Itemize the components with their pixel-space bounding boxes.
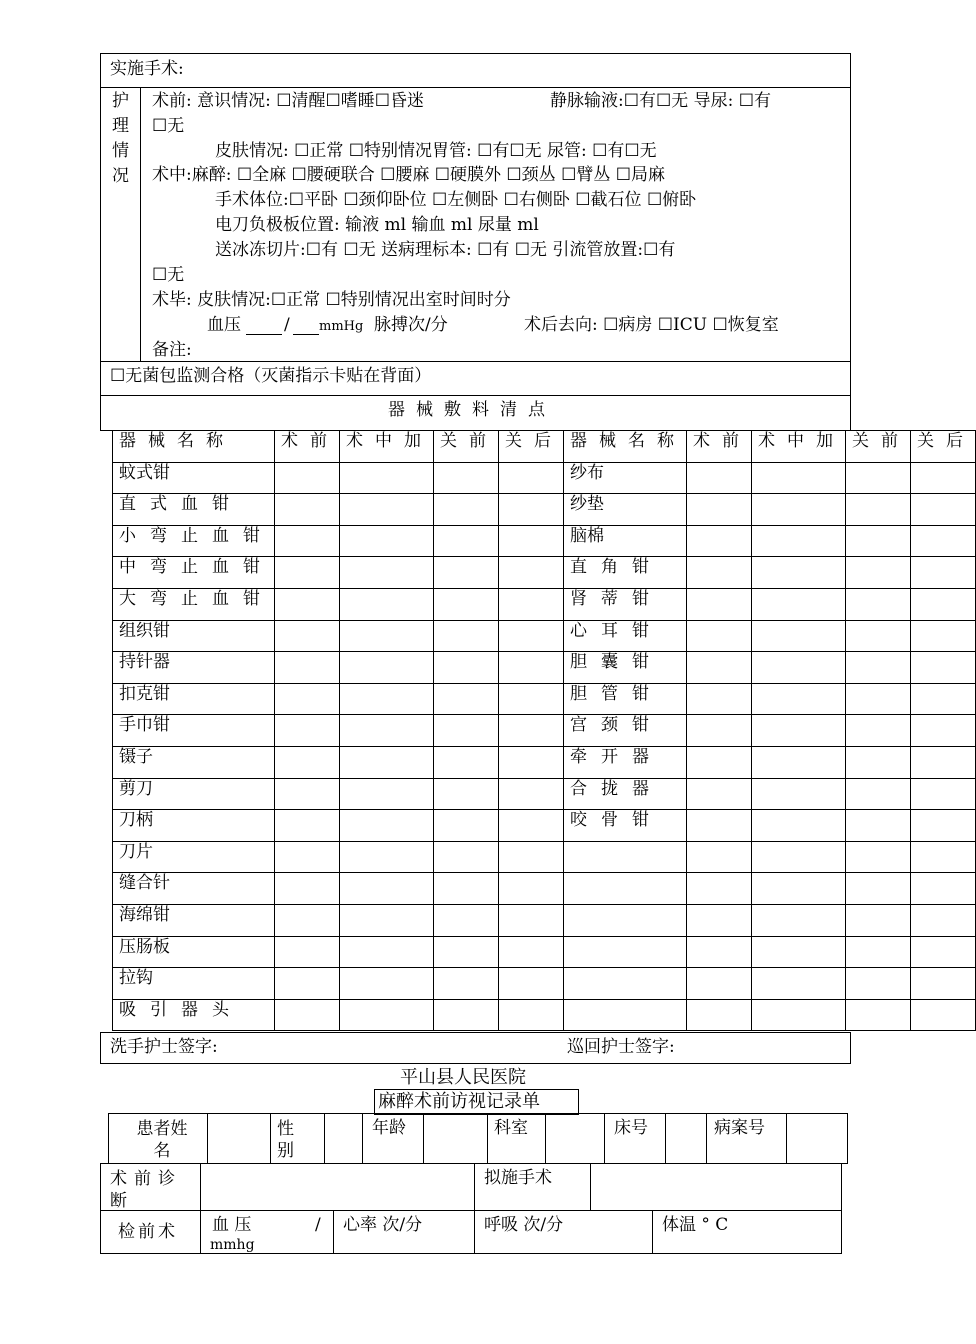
instrument-name-right: 直角钳 bbox=[564, 557, 687, 589]
count-cell bbox=[434, 810, 499, 842]
pre-op-catheter-wrap: ☐无 bbox=[152, 116, 185, 136]
count-cell bbox=[752, 778, 846, 810]
count-cell bbox=[846, 904, 911, 936]
count-cell bbox=[340, 873, 434, 905]
instrument-name-right: 胆囊钳 bbox=[564, 652, 687, 684]
instrument-name-left: 拉钩 bbox=[113, 968, 275, 1000]
count-cell bbox=[911, 936, 976, 968]
count-cell bbox=[911, 873, 976, 905]
instrument-row bbox=[113, 620, 976, 652]
count-cell bbox=[846, 683, 911, 715]
count-cell bbox=[340, 715, 434, 747]
instrument-row bbox=[113, 462, 976, 494]
form2-title: 麻醉术前访视记录单 bbox=[378, 1091, 540, 1112]
post-op-bp-sep: / bbox=[284, 315, 290, 335]
exam-col-divider bbox=[333, 1210, 334, 1254]
instrument-row bbox=[113, 968, 976, 1000]
count-cell bbox=[911, 715, 976, 747]
instrument-name-right bbox=[564, 841, 687, 873]
header-cell: 关前 bbox=[434, 431, 499, 463]
count-cell bbox=[434, 557, 499, 589]
planned-surgery-label: 拟施手术 bbox=[484, 1168, 552, 1188]
count-cell bbox=[752, 588, 846, 620]
count-cell bbox=[687, 904, 752, 936]
count-cell bbox=[340, 936, 434, 968]
count-cell bbox=[499, 525, 564, 557]
diagnosis-col-divider bbox=[590, 1163, 591, 1211]
count-cell bbox=[499, 841, 564, 873]
count-cell bbox=[846, 841, 911, 873]
instrument-row bbox=[113, 873, 976, 905]
instrument-name-left: 手巾钳 bbox=[113, 715, 275, 747]
count-cell bbox=[275, 904, 340, 936]
instrument-name-right bbox=[564, 936, 687, 968]
post-op-remarks: 备注: bbox=[152, 340, 192, 360]
count-cell bbox=[340, 778, 434, 810]
instrument-row bbox=[113, 715, 976, 747]
count-cell bbox=[911, 620, 976, 652]
surgery-row bbox=[100, 53, 851, 88]
count-cell bbox=[687, 841, 752, 873]
patient-gender-label: 性别 bbox=[277, 1119, 294, 1161]
exam-respiration: 呼吸 次/分 bbox=[484, 1215, 564, 1235]
count-cell bbox=[434, 494, 499, 526]
instrument-row bbox=[113, 588, 976, 620]
count-cell bbox=[499, 873, 564, 905]
intra-op-electrode: 电刀负极板位置: 输液 ml 输血 ml 尿量 ml bbox=[215, 215, 539, 235]
count-cell bbox=[499, 557, 564, 589]
count-cell bbox=[499, 715, 564, 747]
count-cell bbox=[275, 841, 340, 873]
count-cell bbox=[911, 462, 976, 494]
post-op-skin: 术毕: 皮肤情况:☐正常 ☐特别情况出室时间时分 bbox=[152, 290, 511, 310]
count-cell bbox=[434, 715, 499, 747]
count-cell bbox=[340, 810, 434, 842]
count-cell bbox=[846, 873, 911, 905]
header-cell: 术中加 bbox=[752, 431, 846, 463]
count-cell bbox=[340, 683, 434, 715]
count-cell bbox=[911, 999, 976, 1031]
exam-bp-sep: / bbox=[315, 1215, 321, 1235]
count-cell bbox=[434, 620, 499, 652]
instrument-name-left: 扣克钳 bbox=[113, 683, 275, 715]
header-cell: 关前 bbox=[846, 431, 911, 463]
count-cell bbox=[687, 462, 752, 494]
count-cell bbox=[911, 588, 976, 620]
count-cell bbox=[499, 494, 564, 526]
count-cell bbox=[846, 494, 911, 526]
post-op-bp-blank-2 bbox=[293, 334, 319, 335]
instrument-header-row bbox=[113, 431, 976, 463]
exam-heart-rate: 心率 次/分 bbox=[343, 1215, 423, 1235]
count-cell bbox=[499, 462, 564, 494]
count-cell bbox=[275, 873, 340, 905]
post-op-destination: 术后去向: ☐病房 ☐ICU ☐恢复室 bbox=[524, 315, 779, 335]
count-cell bbox=[752, 746, 846, 778]
count-cell bbox=[687, 810, 752, 842]
count-cell bbox=[687, 968, 752, 1000]
exam-col-divider bbox=[652, 1210, 653, 1254]
count-cell bbox=[752, 841, 846, 873]
count-cell bbox=[752, 810, 846, 842]
instrument-name-left: 持针器 bbox=[113, 652, 275, 684]
count-cell bbox=[911, 494, 976, 526]
count-cell bbox=[275, 683, 340, 715]
count-cell bbox=[499, 904, 564, 936]
count-cell bbox=[911, 557, 976, 589]
count-cell bbox=[434, 841, 499, 873]
count-cell bbox=[434, 652, 499, 684]
count-cell bbox=[846, 462, 911, 494]
count-cell bbox=[911, 904, 976, 936]
count-cell bbox=[275, 999, 340, 1031]
instrument-name-left: 组织钳 bbox=[113, 620, 275, 652]
count-cell bbox=[846, 999, 911, 1031]
count-cell bbox=[687, 525, 752, 557]
count-cell bbox=[499, 746, 564, 778]
instrument-name-right bbox=[564, 873, 687, 905]
count-cell bbox=[275, 557, 340, 589]
count-cell bbox=[752, 652, 846, 684]
instrument-name-right: 脑棉 bbox=[564, 525, 687, 557]
count-cell bbox=[434, 588, 499, 620]
pre-op-consciousness: 术前: 意识情况: ☐清醒☐嗜睡☐昏迷 bbox=[152, 91, 424, 111]
diagnosis-col-divider bbox=[474, 1163, 475, 1211]
exam-label: 检前术 bbox=[118, 1222, 178, 1242]
count-cell bbox=[340, 968, 434, 1000]
instrument-name-left: 大弯止血钳 bbox=[113, 588, 275, 620]
count-cell bbox=[687, 999, 752, 1031]
count-cell bbox=[752, 999, 846, 1031]
instrument-table bbox=[112, 430, 976, 1031]
count-cell bbox=[434, 904, 499, 936]
intra-op-anesthesia: 术中:麻醉: ☐全麻 ☐腰硬联合 ☐腰麻 ☐硬膜外 ☐颈丛 ☐臂丛 ☐局麻 bbox=[152, 165, 665, 185]
patient-age-label: 年龄 bbox=[372, 1118, 406, 1138]
patient-col-divider bbox=[545, 1113, 546, 1164]
circulating-nurse-signature: 巡回护士签字: bbox=[567, 1037, 675, 1057]
exam-bp-label: 血 压 bbox=[212, 1215, 252, 1235]
instrument-name-left: 海绵钳 bbox=[113, 904, 275, 936]
instrument-name-left: 缝合针 bbox=[113, 873, 275, 905]
header-cell: 关后 bbox=[911, 431, 976, 463]
patient-col-divider bbox=[665, 1113, 666, 1164]
count-cell bbox=[687, 715, 752, 747]
instrument-name-right: 心耳钳 bbox=[564, 620, 687, 652]
instrument-name-left: 剪刀 bbox=[113, 778, 275, 810]
header-cell: 术前 bbox=[687, 431, 752, 463]
count-cell bbox=[340, 620, 434, 652]
instrument-name-left: 吸引器头 bbox=[113, 999, 275, 1031]
instrument-title: 器械敷料清点 bbox=[388, 400, 556, 420]
patient-record-label: 病案号 bbox=[714, 1118, 765, 1138]
count-cell bbox=[752, 873, 846, 905]
count-cell bbox=[340, 557, 434, 589]
count-cell bbox=[434, 936, 499, 968]
header-cell: 器械名称 bbox=[564, 431, 687, 463]
diagnosis-label: 术前诊断 bbox=[110, 1169, 182, 1211]
count-cell bbox=[340, 652, 434, 684]
patient-name-label: 患者姓名 bbox=[136, 1119, 188, 1161]
count-cell bbox=[846, 936, 911, 968]
count-cell bbox=[275, 968, 340, 1000]
count-cell bbox=[499, 652, 564, 684]
count-cell bbox=[499, 968, 564, 1000]
count-cell bbox=[752, 620, 846, 652]
instrument-row bbox=[113, 746, 976, 778]
count-cell bbox=[434, 968, 499, 1000]
count-cell bbox=[911, 746, 976, 778]
header-cell: 器械名称 bbox=[113, 431, 275, 463]
instrument-row bbox=[113, 999, 976, 1031]
count-cell bbox=[434, 683, 499, 715]
count-cell bbox=[499, 778, 564, 810]
count-cell bbox=[340, 841, 434, 873]
intra-op-position: 手术体位:☐平卧 ☐颈仰卧位 ☐左侧卧 ☐右侧卧 ☐截石位 ☐俯卧 bbox=[215, 190, 697, 210]
patient-col-divider bbox=[362, 1113, 363, 1164]
scrub-nurse-signature: 洗手护士签字: bbox=[110, 1037, 218, 1057]
count-cell bbox=[911, 810, 976, 842]
count-cell bbox=[275, 462, 340, 494]
count-cell bbox=[687, 936, 752, 968]
count-cell bbox=[499, 810, 564, 842]
patient-col-divider bbox=[786, 1113, 787, 1164]
count-cell bbox=[340, 525, 434, 557]
count-cell bbox=[275, 620, 340, 652]
surgery-label: 实施手术: bbox=[110, 59, 184, 79]
count-cell bbox=[275, 715, 340, 747]
count-cell bbox=[687, 683, 752, 715]
count-cell bbox=[752, 494, 846, 526]
count-cell bbox=[340, 746, 434, 778]
instrument-row bbox=[113, 778, 976, 810]
count-cell bbox=[434, 462, 499, 494]
intra-op-frozen-section: 送冰冻切片:☐有 ☐无 送病理标本: ☐有 ☐无 引流管放置:☐有 bbox=[215, 240, 676, 260]
instrument-name-right: 合拢器 bbox=[564, 778, 687, 810]
exam-bp-unit: mmhg bbox=[210, 1237, 255, 1253]
intra-op-frozen-wrap: ☐无 bbox=[152, 265, 185, 285]
count-cell bbox=[752, 557, 846, 589]
patient-col-divider bbox=[604, 1113, 605, 1164]
instrument-name-right bbox=[564, 999, 687, 1031]
instrument-name-right: 咬骨钳 bbox=[564, 810, 687, 842]
nursing-side-char-2: 理 bbox=[112, 116, 129, 136]
count-cell bbox=[275, 494, 340, 526]
instrument-row bbox=[113, 557, 976, 589]
count-cell bbox=[687, 873, 752, 905]
nursing-side-char-1: 护 bbox=[112, 91, 129, 111]
count-cell bbox=[434, 778, 499, 810]
count-cell bbox=[499, 683, 564, 715]
count-cell bbox=[340, 494, 434, 526]
count-cell bbox=[752, 683, 846, 715]
instrument-row bbox=[113, 494, 976, 526]
count-cell bbox=[340, 462, 434, 494]
instrument-row bbox=[113, 904, 976, 936]
count-cell bbox=[275, 652, 340, 684]
post-op-bp-label: 血压 bbox=[207, 315, 241, 335]
hospital-name: 平山县人民医院 bbox=[400, 1067, 526, 1088]
count-cell bbox=[846, 652, 911, 684]
header-cell: 术前 bbox=[275, 431, 340, 463]
count-cell bbox=[911, 778, 976, 810]
header-cell: 术中加 bbox=[340, 431, 434, 463]
count-cell bbox=[846, 620, 911, 652]
instrument-name-right: 肾蒂钳 bbox=[564, 588, 687, 620]
count-cell bbox=[340, 904, 434, 936]
nursing-side-char-4: 况 bbox=[112, 166, 129, 186]
count-cell bbox=[687, 588, 752, 620]
count-cell bbox=[499, 620, 564, 652]
count-cell bbox=[687, 778, 752, 810]
count-cell bbox=[911, 841, 976, 873]
instrument-name-left: 刀柄 bbox=[113, 810, 275, 842]
pre-op-skin: 皮肤情况: ☐正常 ☐特别情况胃管: ☐有☐无 尿管: ☐有☐无 bbox=[215, 141, 657, 161]
instrument-name-right: 宫颈钳 bbox=[564, 715, 687, 747]
count-cell bbox=[752, 968, 846, 1000]
patient-bed-label: 床号 bbox=[614, 1118, 648, 1138]
patient-col-divider bbox=[706, 1113, 707, 1164]
count-cell bbox=[499, 999, 564, 1031]
count-cell bbox=[499, 588, 564, 620]
instrument-row bbox=[113, 683, 976, 715]
post-op-bp-unit: mmHg bbox=[319, 319, 364, 334]
count-cell bbox=[846, 715, 911, 747]
count-cell bbox=[846, 588, 911, 620]
exam-col-divider bbox=[200, 1210, 201, 1254]
header-cell: 关后 bbox=[499, 431, 564, 463]
instrument-name-left: 直式血钳 bbox=[113, 494, 275, 526]
patient-col-divider bbox=[207, 1113, 208, 1164]
count-cell bbox=[846, 525, 911, 557]
instrument-name-left: 小弯止血钳 bbox=[113, 525, 275, 557]
instrument-name-right bbox=[564, 904, 687, 936]
count-cell bbox=[275, 810, 340, 842]
count-cell bbox=[340, 588, 434, 620]
exam-col-divider bbox=[474, 1210, 475, 1254]
instrument-name-left: 压肠板 bbox=[113, 936, 275, 968]
count-cell bbox=[687, 494, 752, 526]
patient-col-divider bbox=[423, 1113, 424, 1164]
count-cell bbox=[752, 462, 846, 494]
instrument-name-left: 镊子 bbox=[113, 746, 275, 778]
count-cell bbox=[434, 999, 499, 1031]
instrument-name-right: 牵开器 bbox=[564, 746, 687, 778]
count-cell bbox=[911, 968, 976, 1000]
count-cell bbox=[434, 746, 499, 778]
post-op-pulse: 脉搏次/分 bbox=[374, 315, 448, 335]
instrument-name-left: 中弯止血钳 bbox=[113, 557, 275, 589]
instrument-row bbox=[113, 936, 976, 968]
diagnosis-col-divider bbox=[200, 1163, 201, 1211]
diagnosis-row bbox=[100, 1163, 842, 1211]
count-cell bbox=[275, 525, 340, 557]
instrument-row bbox=[113, 652, 976, 684]
count-cell bbox=[687, 620, 752, 652]
count-cell bbox=[275, 746, 340, 778]
patient-col-divider bbox=[487, 1113, 488, 1164]
count-cell bbox=[846, 778, 911, 810]
count-cell bbox=[499, 936, 564, 968]
instrument-name-left: 刀片 bbox=[113, 841, 275, 873]
count-cell bbox=[752, 904, 846, 936]
instrument-name-right: 纱布 bbox=[564, 462, 687, 494]
count-cell bbox=[752, 715, 846, 747]
exam-temperature: 体温 ° C bbox=[662, 1215, 729, 1235]
nursing-side-divider bbox=[140, 87, 141, 362]
patient-col-divider bbox=[270, 1113, 271, 1164]
instrument-name-right: 胆管钳 bbox=[564, 683, 687, 715]
count-cell bbox=[687, 557, 752, 589]
instrument-row bbox=[113, 810, 976, 842]
count-cell bbox=[752, 525, 846, 557]
count-cell bbox=[434, 873, 499, 905]
instrument-row bbox=[113, 841, 976, 873]
sterile-check: ☐无菌包监测合格（灭菌指示卡贴在背面） bbox=[110, 366, 432, 386]
count-cell bbox=[846, 810, 911, 842]
count-cell bbox=[687, 746, 752, 778]
instrument-name-right: 纱垫 bbox=[564, 494, 687, 526]
count-cell bbox=[340, 999, 434, 1031]
patient-dept-label: 科室 bbox=[494, 1118, 528, 1138]
count-cell bbox=[434, 525, 499, 557]
count-cell bbox=[846, 746, 911, 778]
count-cell bbox=[911, 683, 976, 715]
instrument-row bbox=[113, 525, 976, 557]
count-cell bbox=[846, 968, 911, 1000]
count-cell bbox=[275, 936, 340, 968]
nursing-side-char-3: 情 bbox=[112, 141, 129, 161]
count-cell bbox=[911, 525, 976, 557]
count-cell bbox=[275, 588, 340, 620]
patient-col-divider bbox=[324, 1113, 325, 1164]
post-op-bp-blank-1 bbox=[246, 334, 282, 335]
instrument-name-left: 蚊式钳 bbox=[113, 462, 275, 494]
count-cell bbox=[275, 778, 340, 810]
count-cell bbox=[752, 936, 846, 968]
instrument-name-right bbox=[564, 968, 687, 1000]
count-cell bbox=[911, 652, 976, 684]
count-cell bbox=[687, 652, 752, 684]
count-cell bbox=[846, 557, 911, 589]
pre-op-infusion-catheter: 静脉输液:☐有☐无 导尿: ☐有 bbox=[550, 91, 771, 111]
